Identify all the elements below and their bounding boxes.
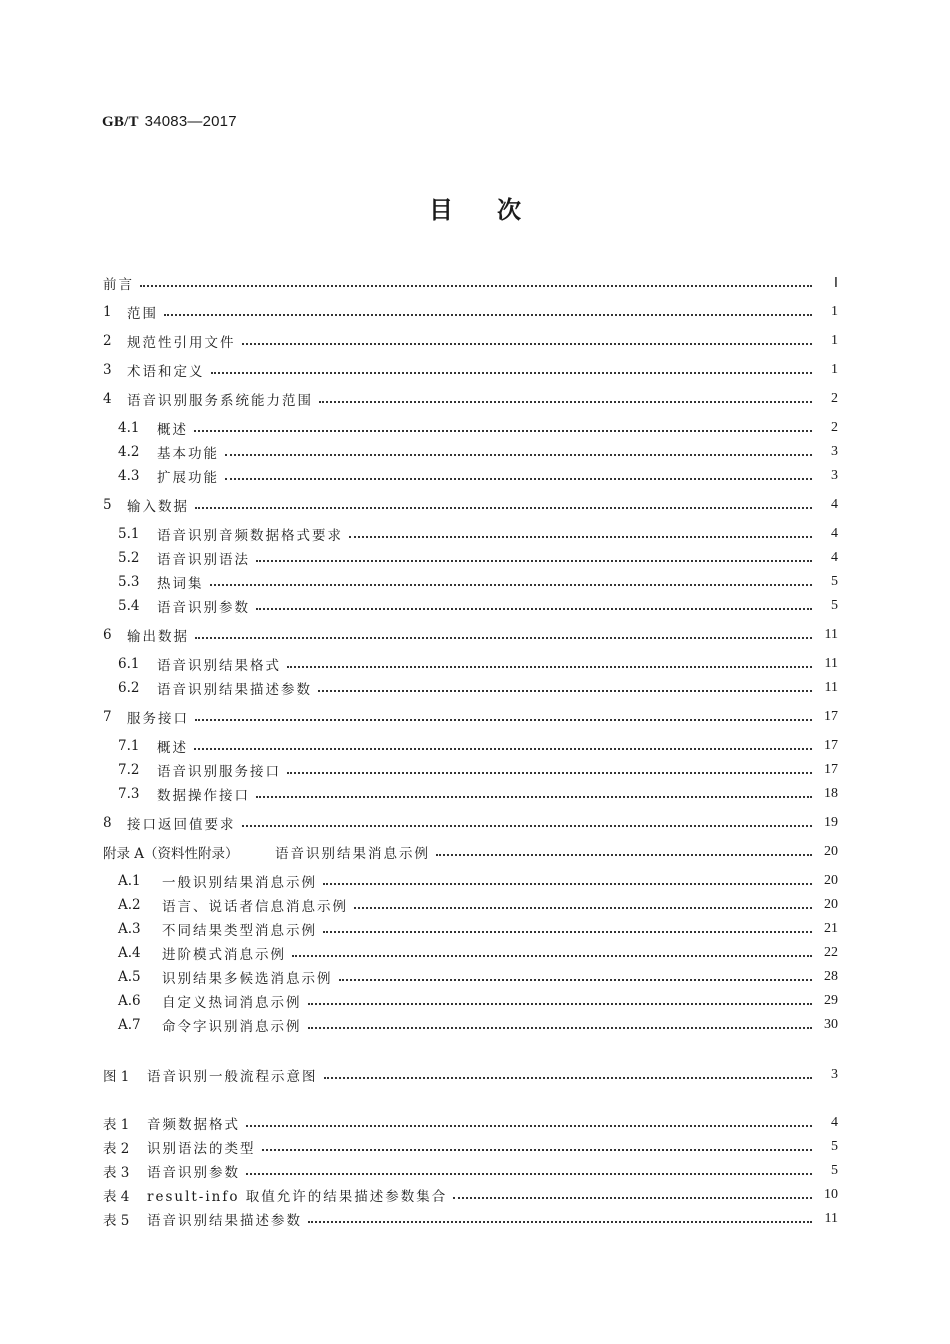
toc-entry-number: A.7 xyxy=(118,1017,141,1033)
toc-entry[interactable] xyxy=(118,991,838,1011)
dot-leader xyxy=(195,718,812,721)
toc-entry-number: 5.3 xyxy=(118,574,140,590)
toc-entry-number: 7.1 xyxy=(118,738,140,754)
dot-leader xyxy=(292,954,812,957)
toc-entry-page: 20 xyxy=(824,844,838,859)
toc-entry-page: 2 xyxy=(831,420,838,435)
dot-leader xyxy=(287,771,812,774)
toc-entry-page: Ⅰ xyxy=(833,275,838,291)
toc-entry-number: 5.4 xyxy=(118,598,140,614)
toc-entry-title: 语音识别服务接口 xyxy=(157,764,281,780)
standard-code xyxy=(102,113,237,131)
toc-entry-page: 11 xyxy=(824,1211,838,1226)
toc-entry[interactable] xyxy=(118,895,838,915)
toc-entry-page: 4 xyxy=(831,1115,838,1130)
toc-entry-page: 5 xyxy=(831,574,838,589)
toc-entry[interactable] xyxy=(103,625,838,645)
dot-leader xyxy=(339,978,813,981)
toc-entry[interactable] xyxy=(118,548,838,568)
toc-entry-title: 一般识别结果消息示例 xyxy=(162,875,317,891)
toc-entry[interactable] xyxy=(118,466,838,486)
toc-entry[interactable] xyxy=(118,418,838,438)
toc-entry-number: A.5 xyxy=(118,969,141,985)
toc-entry[interactable] xyxy=(118,596,838,616)
toc-entry-number: A.3 xyxy=(118,921,141,937)
dot-leader xyxy=(324,1076,813,1079)
toc-entry-number: 图 1 xyxy=(103,1069,130,1085)
toc-entry-title: 范围 xyxy=(127,306,158,322)
toc-entry-page: 11 xyxy=(824,627,838,642)
dot-leader xyxy=(256,559,812,562)
toc-entry-page: 4 xyxy=(831,526,838,541)
dot-leader xyxy=(308,1026,813,1029)
toc-entry-page: 28 xyxy=(824,969,838,984)
dot-leader xyxy=(256,795,812,798)
toc-entry[interactable] xyxy=(103,1113,838,1133)
toc-entry[interactable] xyxy=(118,524,838,544)
toc-entry-page: 22 xyxy=(824,945,838,960)
dot-leader xyxy=(308,1220,812,1223)
toc-entry-page: 30 xyxy=(824,1017,838,1032)
dot-leader xyxy=(323,930,812,933)
toc-entry[interactable] xyxy=(118,736,838,756)
toc-entry-title: 识别结果多候选消息示例 xyxy=(162,971,333,987)
toc-entry-title: 语音识别语法 xyxy=(157,552,250,568)
toc-entry-title: 音频数据格式 xyxy=(147,1117,240,1133)
dot-leader xyxy=(354,906,812,909)
toc-entry-title: 语音识别结果消息示例 xyxy=(275,846,430,862)
standard-number: 34083—2017 xyxy=(144,113,237,130)
toc-entry-number: 表 1 xyxy=(103,1117,130,1133)
dot-leader xyxy=(195,636,812,639)
toc-entry-title: 识别语法的类型 xyxy=(147,1141,256,1157)
toc-entry[interactable] xyxy=(118,760,838,780)
toc-entry-number: 2 xyxy=(103,333,112,349)
toc-entry-title: 语音识别结果描述参数 xyxy=(147,1213,302,1229)
dot-leader xyxy=(319,400,812,403)
toc-entry-page: 5 xyxy=(831,1139,838,1154)
toc-entry[interactable] xyxy=(103,302,838,322)
toc-entry-number: 5.1 xyxy=(118,526,140,542)
toc-entry[interactable] xyxy=(103,273,838,293)
toc-entry[interactable] xyxy=(118,967,838,987)
standard-prefix: GB/T xyxy=(102,114,139,130)
toc-entry[interactable] xyxy=(103,360,838,380)
toc-entry[interactable] xyxy=(103,1137,838,1157)
toc-entry-page: 11 xyxy=(824,656,838,671)
toc-entry-title: 语言、说话者信息消息示例 xyxy=(162,899,348,915)
toc-entry[interactable] xyxy=(103,331,838,351)
toc-entry[interactable] xyxy=(103,813,838,833)
toc-entry[interactable] xyxy=(103,1161,838,1181)
toc-entry[interactable] xyxy=(118,572,838,592)
toc-entry-title: 接口返回值要求 xyxy=(127,817,236,833)
toc-entry-title: 服务接口 xyxy=(127,711,189,727)
toc-entry-title: 热词集 xyxy=(157,576,204,592)
toc-entry-number: 4.1 xyxy=(118,420,140,436)
dot-leader xyxy=(308,1002,813,1005)
toc-entry-title: 输出数据 xyxy=(127,629,189,645)
toc-entry-number: 4 xyxy=(103,391,112,407)
toc-entry-number: 7.2 xyxy=(118,762,140,778)
toc-entry-page: 17 xyxy=(824,738,838,753)
toc-entry-title: 语音识别参数 xyxy=(157,600,250,616)
toc-entry[interactable] xyxy=(118,919,838,939)
toc-entry-page: 3 xyxy=(831,1067,838,1082)
toc-entry-number: 4.3 xyxy=(118,468,140,484)
toc-entry-number: 3 xyxy=(103,362,112,378)
dot-leader xyxy=(246,1124,812,1127)
toc-entry-title: 扩展功能 xyxy=(157,470,219,486)
toc-entry-page: 3 xyxy=(831,444,838,459)
toc-entry-title: 语音识别音频数据格式要求 xyxy=(157,528,343,544)
toc-entry-title: 语音识别服务系统能力范围 xyxy=(127,393,313,409)
toc-entry-title: 语音识别一般流程示意图 xyxy=(147,1069,318,1085)
toc-entry-number: 表 5 xyxy=(103,1213,130,1229)
toc-entry-title: result-info 取值允许的结果描述参数集合 xyxy=(147,1189,448,1205)
dot-leader xyxy=(164,313,812,316)
toc-entry-page: 19 xyxy=(824,815,838,830)
toc-entry-number: 表 3 xyxy=(103,1165,130,1181)
dot-leader xyxy=(242,342,813,345)
toc-entry-title: 规范性引用文件 xyxy=(127,335,236,351)
toc-entry-title: 自定义热词消息示例 xyxy=(162,995,302,1011)
toc-entry-number: 5 xyxy=(103,497,112,513)
toc-entry-page: 20 xyxy=(824,897,838,912)
toc-entry-page: 1 xyxy=(831,304,838,319)
toc-entry[interactable] xyxy=(118,654,838,674)
toc-entry-page: 11 xyxy=(824,680,838,695)
toc-entry-title: 语音识别结果格式 xyxy=(157,658,281,674)
dot-leader xyxy=(225,453,812,456)
toc-entry[interactable] xyxy=(118,943,838,963)
toc-entry-page: 4 xyxy=(831,497,838,512)
toc-entry-title: 输入数据 xyxy=(127,499,189,515)
dot-leader xyxy=(453,1196,812,1199)
dot-leader xyxy=(318,689,812,692)
dot-leader xyxy=(349,535,812,538)
toc-entry-page: 17 xyxy=(824,709,838,724)
toc-entry-title: 术语和定义 xyxy=(127,364,205,380)
toc-entry[interactable] xyxy=(118,678,838,698)
dot-leader xyxy=(323,882,812,885)
dot-leader xyxy=(211,371,813,374)
dot-leader xyxy=(195,506,812,509)
toc-entry-number: 表 4 xyxy=(103,1189,130,1205)
toc-entry-page: 1 xyxy=(831,333,838,348)
toc-entry-number: A.2 xyxy=(118,897,141,913)
toc-entry-page: 4 xyxy=(831,550,838,565)
toc-entry[interactable] xyxy=(103,707,838,727)
toc-entry-number: A.6 xyxy=(118,993,141,1009)
dot-leader xyxy=(225,477,812,480)
toc-entry-page: 21 xyxy=(824,921,838,936)
toc-entry-number: 7 xyxy=(103,709,112,725)
toc-entry-title: 语音识别参数 xyxy=(147,1165,240,1181)
toc-entry-page: 18 xyxy=(824,786,838,801)
dot-leader xyxy=(242,824,813,827)
dot-leader xyxy=(210,583,813,586)
toc-entry-title: 前言 xyxy=(103,277,134,293)
dot-leader xyxy=(140,284,812,287)
toc-entry-page: 10 xyxy=(824,1187,838,1202)
dot-leader xyxy=(262,1148,813,1151)
toc-entry-page: 1 xyxy=(831,362,838,377)
toc-entry[interactable] xyxy=(103,1185,838,1205)
toc-entry-title: 基本功能 xyxy=(157,446,219,462)
dot-leader xyxy=(194,429,812,432)
toc-entry-title: 概述 xyxy=(157,740,188,756)
toc-entry-number: 8 xyxy=(103,815,112,831)
toc-entry[interactable] xyxy=(103,1209,838,1229)
toc-entry-page: 29 xyxy=(824,993,838,1008)
toc-entry-title: 命令字识别消息示例 xyxy=(162,1019,302,1035)
toc-entry-number: 4.2 xyxy=(118,444,140,460)
toc-entry-title: 不同结果类型消息示例 xyxy=(162,923,317,939)
toc-entry-title: 进阶模式消息示例 xyxy=(162,947,286,963)
toc-entry-page: 3 xyxy=(831,468,838,483)
dot-leader xyxy=(194,747,812,750)
toc-entry[interactable] xyxy=(103,389,838,409)
toc-entry[interactable] xyxy=(103,1065,838,1085)
toc-entry-number: 1 xyxy=(103,304,112,320)
dot-leader xyxy=(436,853,812,856)
toc-entry[interactable] xyxy=(118,871,838,891)
toc-entry-page: 17 xyxy=(824,762,838,777)
toc-entry-title: 概述 xyxy=(157,422,188,438)
toc-entry[interactable] xyxy=(118,1015,838,1035)
toc-entry[interactable] xyxy=(103,842,838,862)
toc-entry-number: 6 xyxy=(103,627,112,643)
toc-entry-number: 附录 A（资料性附录） xyxy=(103,846,239,862)
toc-entry-page: 5 xyxy=(831,598,838,613)
dot-leader xyxy=(287,665,812,668)
toc-entry-title: 语音识别结果描述参数 xyxy=(157,682,312,698)
toc-entry-number: 5.2 xyxy=(118,550,140,566)
toc-entry-number: 表 2 xyxy=(103,1141,130,1157)
toc-entry[interactable] xyxy=(103,495,838,515)
toc-entry[interactable] xyxy=(118,784,838,804)
toc-entry-page: 20 xyxy=(824,873,838,888)
toc-entry-number: 6.2 xyxy=(118,680,140,696)
dot-leader xyxy=(246,1172,812,1175)
toc-entry-page: 2 xyxy=(831,391,838,406)
toc-entry-number: A.1 xyxy=(118,873,141,889)
toc-entry-page: 5 xyxy=(831,1163,838,1178)
toc-entry-number: 6.1 xyxy=(118,656,140,672)
toc-entry-title: 数据操作接口 xyxy=(157,788,250,804)
page-title: 目次 xyxy=(429,196,565,224)
toc-entry[interactable] xyxy=(118,442,838,462)
toc-entry-number: A.4 xyxy=(118,945,141,961)
toc-entry-number: 7.3 xyxy=(118,786,140,802)
dot-leader xyxy=(256,607,812,610)
